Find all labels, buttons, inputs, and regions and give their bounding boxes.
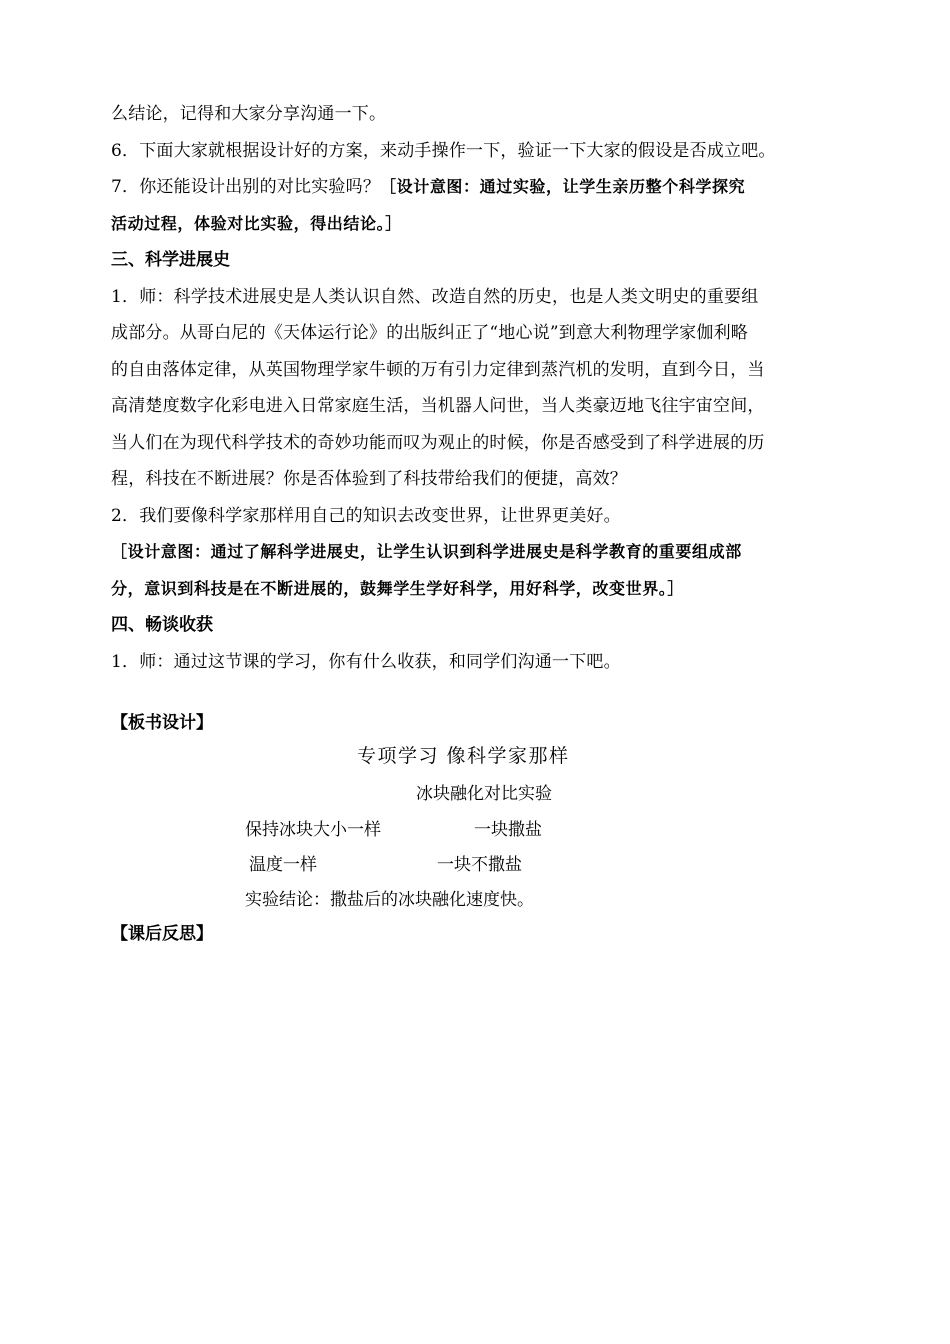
design-intent-note: ［设计意图：通过实验，让学生亲历整个科学探究	[380, 177, 746, 196]
section-4-item-1: 1．师：通过这节课的学习，你有什么收获，和同学们沟通一下吧。	[111, 651, 621, 672]
section-heading-science-history: 三、科学进展史	[111, 250, 230, 270]
design-intent-line: 分，意识到科技是在不断进展的，鼓舞学生学好科学，用好科学，改变世界。］	[111, 578, 685, 598]
design-intent-line: ［设计意图：通过了解科学进展史，让学生认识到科学进展史是科学教育的重要组成部	[111, 542, 742, 561]
board-design-label: 【板书设计】	[111, 713, 213, 733]
board-conclusion: 实验结论：撒盐后的冰块融化速度快。	[245, 890, 534, 910]
paragraph-line: 程，科技在不断进展？你是否体验到了科技带给我们的便捷，高效？	[111, 469, 627, 489]
design-intent-note-continued: 活动过程，体验对比实验，得出结论。］	[111, 213, 402, 233]
section-heading-harvest: 四、畅谈收获	[111, 615, 213, 635]
paragraph-line: 成部分。从哥白尼的《天体运行论》的出版纠正了“地心说”到意大利物理学家伽利略	[111, 323, 748, 343]
reflection-label: 【课后反思】	[111, 924, 213, 944]
board-row2-left: 温度一样	[249, 855, 317, 875]
item-7-text: 7．你还能设计出别的对比实验吗？	[111, 177, 381, 197]
board-subtitle: 冰块融化对比实验	[416, 784, 552, 804]
paragraph-line: 高清楚度数字化彩电进入日常家庭生活，当机器人问世，当人类豪迈地飞往宇宙空间，	[111, 396, 765, 416]
design-intent-block	[111, 534, 841, 607]
text-line: 么结论，记得和大家分享沟通一下。	[111, 104, 387, 124]
board-row1-left: 保持冰块大小一样	[245, 820, 381, 840]
board-row2-right: 一块不撒盐	[437, 855, 522, 875]
document-body	[111, 96, 841, 680]
board-title: 专项学习 像科学家那样	[357, 745, 570, 767]
paragraph-line: 1．师：科学技术进展史是人类认识自然、改造自然的历史，也是人类文明史的重要组	[111, 286, 759, 307]
board-row1-right: 一块撒盐	[474, 820, 542, 840]
list-item-6: 6．下面大家就根据设计好的方案，来动手操作一下，验证一下大家的假设是否成立吧。	[111, 140, 776, 161]
paragraph-line: 当人们在为现代科学技术的奇妙功能而叹为观止的时候，你是否感受到了科学进展的历	[111, 432, 765, 453]
section-3-item-1	[111, 279, 841, 498]
list-item-7	[111, 169, 841, 242]
paragraph-line: 的自由落体定律，从英国物理学家牛顿的万有引力定律到蒸汽机的发明，直到今日，当	[111, 359, 765, 380]
section-3-item-2: 2．我们要像科学家那样用自己的知识去改变世界，让世界更美好。	[111, 505, 621, 526]
